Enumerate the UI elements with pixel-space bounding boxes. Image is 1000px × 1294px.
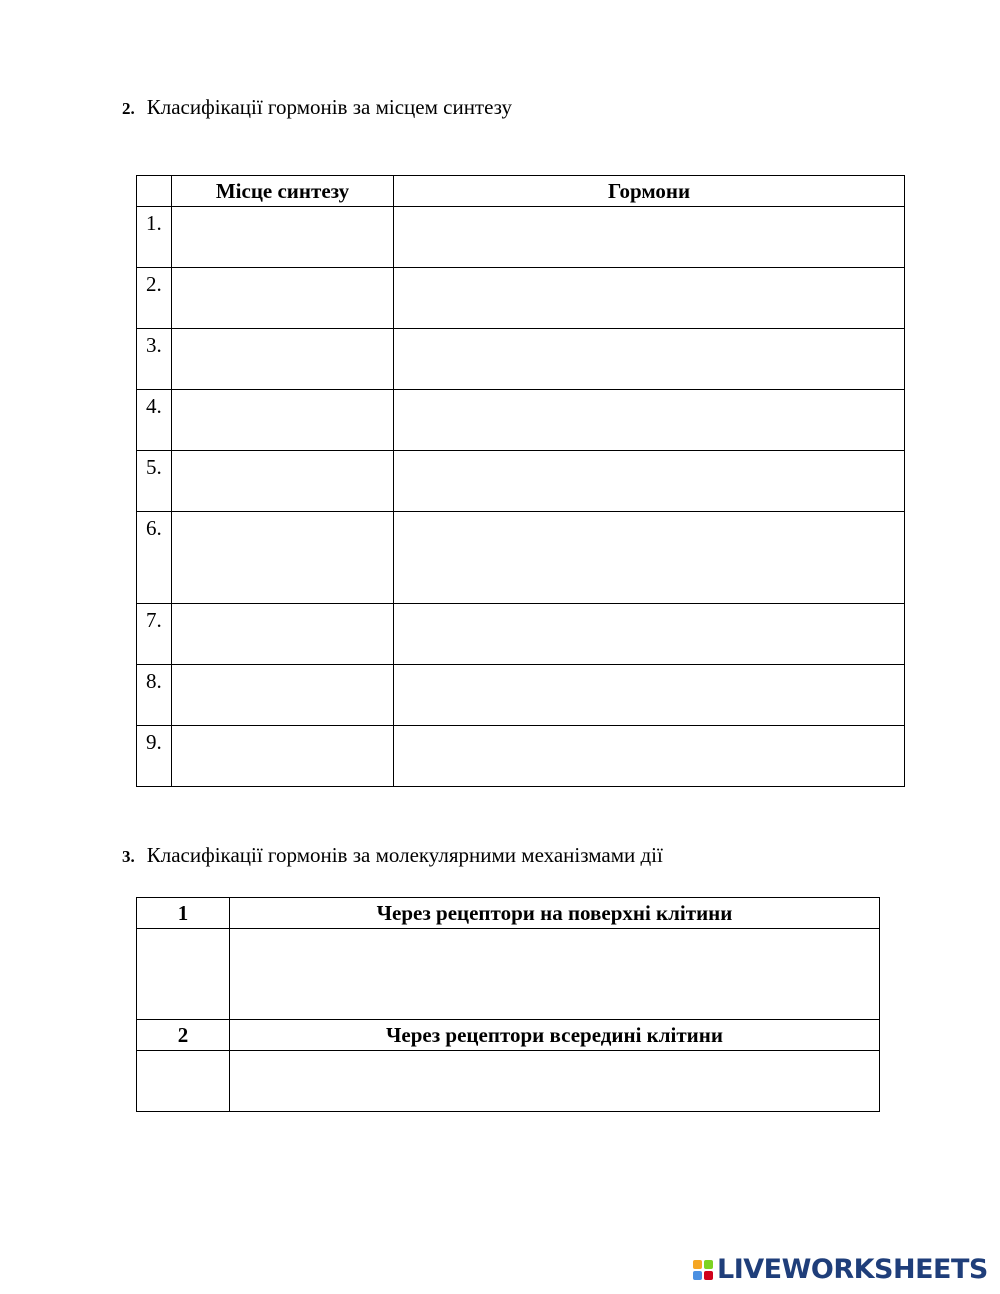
row-index: 1. [137, 207, 172, 268]
synthesis-site-cell[interactable] [172, 451, 394, 512]
section-2-title: Класифікації гормонів за місцем синтезу [146, 95, 513, 119]
row-index: 4. [137, 390, 172, 451]
table-row [137, 451, 905, 512]
header-hormones: Гормони [394, 176, 905, 207]
synthesis-site-cell[interactable] [172, 329, 394, 390]
table-row [137, 390, 905, 451]
group-2-answer-cell[interactable] [230, 1051, 880, 1112]
table-row [137, 665, 905, 726]
group-1-index: 1 [137, 898, 230, 929]
section-3-title: Класифікації гормонів за молекулярними механізмами дії [146, 843, 663, 867]
hormones-cell[interactable] [394, 268, 905, 329]
table-row [137, 329, 905, 390]
row-index: 2. [137, 268, 172, 329]
table-row [137, 268, 905, 329]
table-header-row [137, 176, 905, 207]
synthesis-site-cell[interactable] [172, 665, 394, 726]
row-index: 7. [137, 604, 172, 665]
row-index: 5. [137, 451, 172, 512]
group-2-answer-row [137, 1051, 880, 1112]
synthesis-site-cell[interactable] [172, 268, 394, 329]
group-2-index: 2 [137, 1020, 230, 1051]
row-index: 8. [137, 665, 172, 726]
table-row [137, 604, 905, 665]
logo-square-4 [704, 1271, 713, 1280]
synthesis-site-cell[interactable] [172, 512, 394, 604]
group-2-label: Через рецептори всередині клітини [230, 1020, 880, 1051]
row-index: 6. [137, 512, 172, 604]
synthesis-site-cell[interactable] [172, 390, 394, 451]
group-1-blank-cell[interactable] [137, 929, 230, 1020]
section-3-heading [122, 843, 663, 869]
synthesis-site-cell[interactable] [172, 726, 394, 787]
group-1-answer-cell[interactable] [230, 929, 880, 1020]
logo-mark-icon [693, 1260, 713, 1280]
logo-square-2 [704, 1260, 713, 1269]
table-row [137, 512, 905, 604]
hormones-cell[interactable] [394, 207, 905, 268]
synthesis-site-cell[interactable] [172, 207, 394, 268]
table-row [137, 726, 905, 787]
group-2-blank-cell[interactable] [137, 1051, 230, 1112]
hormones-cell[interactable] [394, 726, 905, 787]
header-synthesis-site: Місце синтезу [172, 176, 394, 207]
section-2-number: 2. [122, 99, 135, 118]
section-3-number: 3. [122, 847, 135, 866]
group-1-label: Через рецептори на поверхні клітини [230, 898, 880, 929]
group-1-answer-row [137, 929, 880, 1020]
hormones-cell[interactable] [394, 451, 905, 512]
hormones-cell[interactable] [394, 604, 905, 665]
table-row [137, 207, 905, 268]
group-2-header-row [137, 1020, 880, 1051]
hormones-cell[interactable] [394, 329, 905, 390]
section-2-heading [122, 95, 512, 121]
liveworksheets-logo[interactable] [693, 1256, 988, 1284]
logo-square-1 [693, 1260, 702, 1269]
hormones-cell[interactable] [394, 665, 905, 726]
hormone-synthesis-table [136, 175, 905, 787]
hormone-mechanism-table [136, 897, 880, 1112]
row-index: 9. [137, 726, 172, 787]
row-index: 3. [137, 329, 172, 390]
logo-square-3 [693, 1271, 702, 1280]
group-1-header-row [137, 898, 880, 929]
header-index [137, 176, 172, 207]
hormones-cell[interactable] [394, 512, 905, 604]
logo-text: LIVEWORKSHEETS [717, 1254, 988, 1285]
hormones-cell[interactable] [394, 390, 905, 451]
synthesis-site-cell[interactable] [172, 604, 394, 665]
